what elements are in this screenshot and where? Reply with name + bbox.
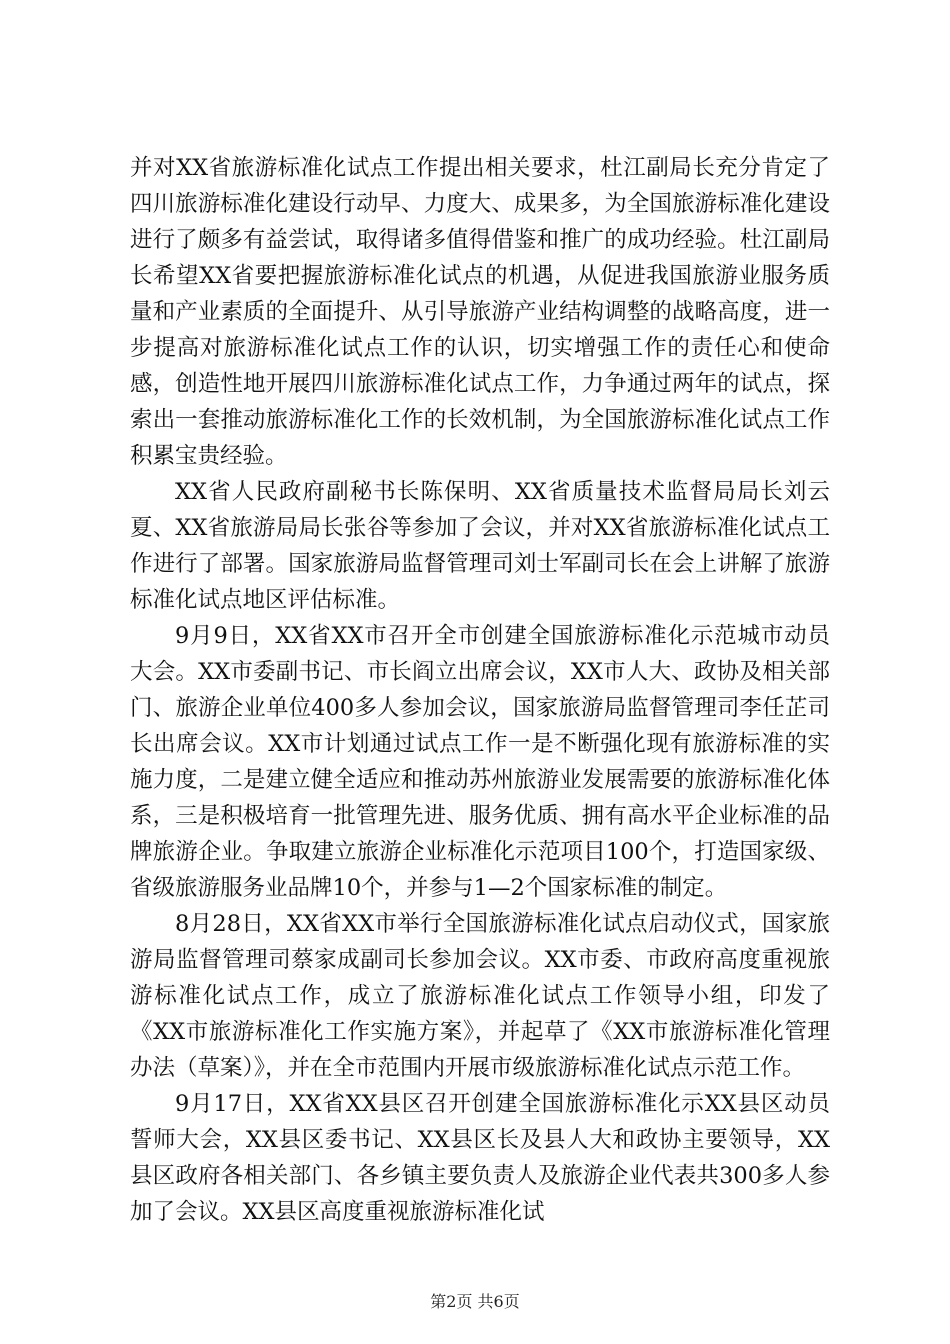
paragraph: 8月28日，XX省XX市举行全国旅游标准化试点启动仪式，国家旅游局监督管理司蔡家成副司长参加会议。XX市委、市政府高度重视旅游标准化试点工作，成立了旅游标准化试点工作领导小组，印发了《XX市旅游标准化工作实施方案》，并起草了《XX市旅游标准化管理办法（草案）》，并在全市范围内开展市级旅游标准化试点示范工作。 [130,911,830,1081]
paragraph: 9月17日，XX省XX县区召开创建全国旅游标准化示XX县区动员誓师大会，XX县区委书记、XX县区长及县人大和政协主要领导，XX县区政府各相关部门、各乡镇主要负责人及旅游企业代表共300多人参加了会议。XX县区高度重视旅游标准化试 [130,1091,830,1225]
page-number: 第2页 共6页 [430,1292,520,1311]
page-footer [0,1292,950,1312]
document-body [130,150,830,1230]
paragraph: 并对XX省旅游标准化试点工作提出相关要求，杜江副局长充分肯定了四川旅游标准化建设行动早、力度大、成果多，为全国旅游标准化建设进行了颇多有益尝试，取得诸多值得借鉴和推广的成功经验。杜江副局长希望XX省要把握旅游标准化试点的机遇，从促进我国旅游业服务质量和产业素质的全面提升、从引导旅游产业结构调整的战略高度，进一步提高对旅游标准化试点工作的认识，切实增强工作的责任心和使命感，创造性地开展四川旅游标准化试点工作，力争通过两年的试点，探索出一套推动旅游标准化工作的长效机制，为全国旅游标准化试点工作积累宝贵经验。 [130,155,830,469]
paragraph: XX省人民政府副秘书长陈保明、XX省质量技术监督局局长刘云夏、XX省旅游局局长张谷等参加了会议，并对XX省旅游标准化试点工作进行了部署。国家旅游局监督管理司刘士军副司长在会上讲解了旅游标准化试点地区评估标准。 [130,479,830,613]
paragraph: 9月9日，XX省XX市召开全市创建全国旅游标准化示范城市动员大会。XX市委副书记、市长阎立出席会议，XX市人大、政协及相关部门、旅游企业单位400多人参加会议，国家旅游局监督管理司李任芷司长出席会议。XX市计划通过试点工作一是不断强化现有旅游标准的实施力度，二是建立健全适应和推动苏州旅游业发展需要的旅游标准化体系，三是积极培育一批管理先进、服务优质、拥有高水平企业标准的品牌旅游企业。争取建立旅游企业标准化示范项目100个，打造国家级、省级旅游服务业品牌10个，并参与1—2个国家标准的制定。 [130,623,830,901]
